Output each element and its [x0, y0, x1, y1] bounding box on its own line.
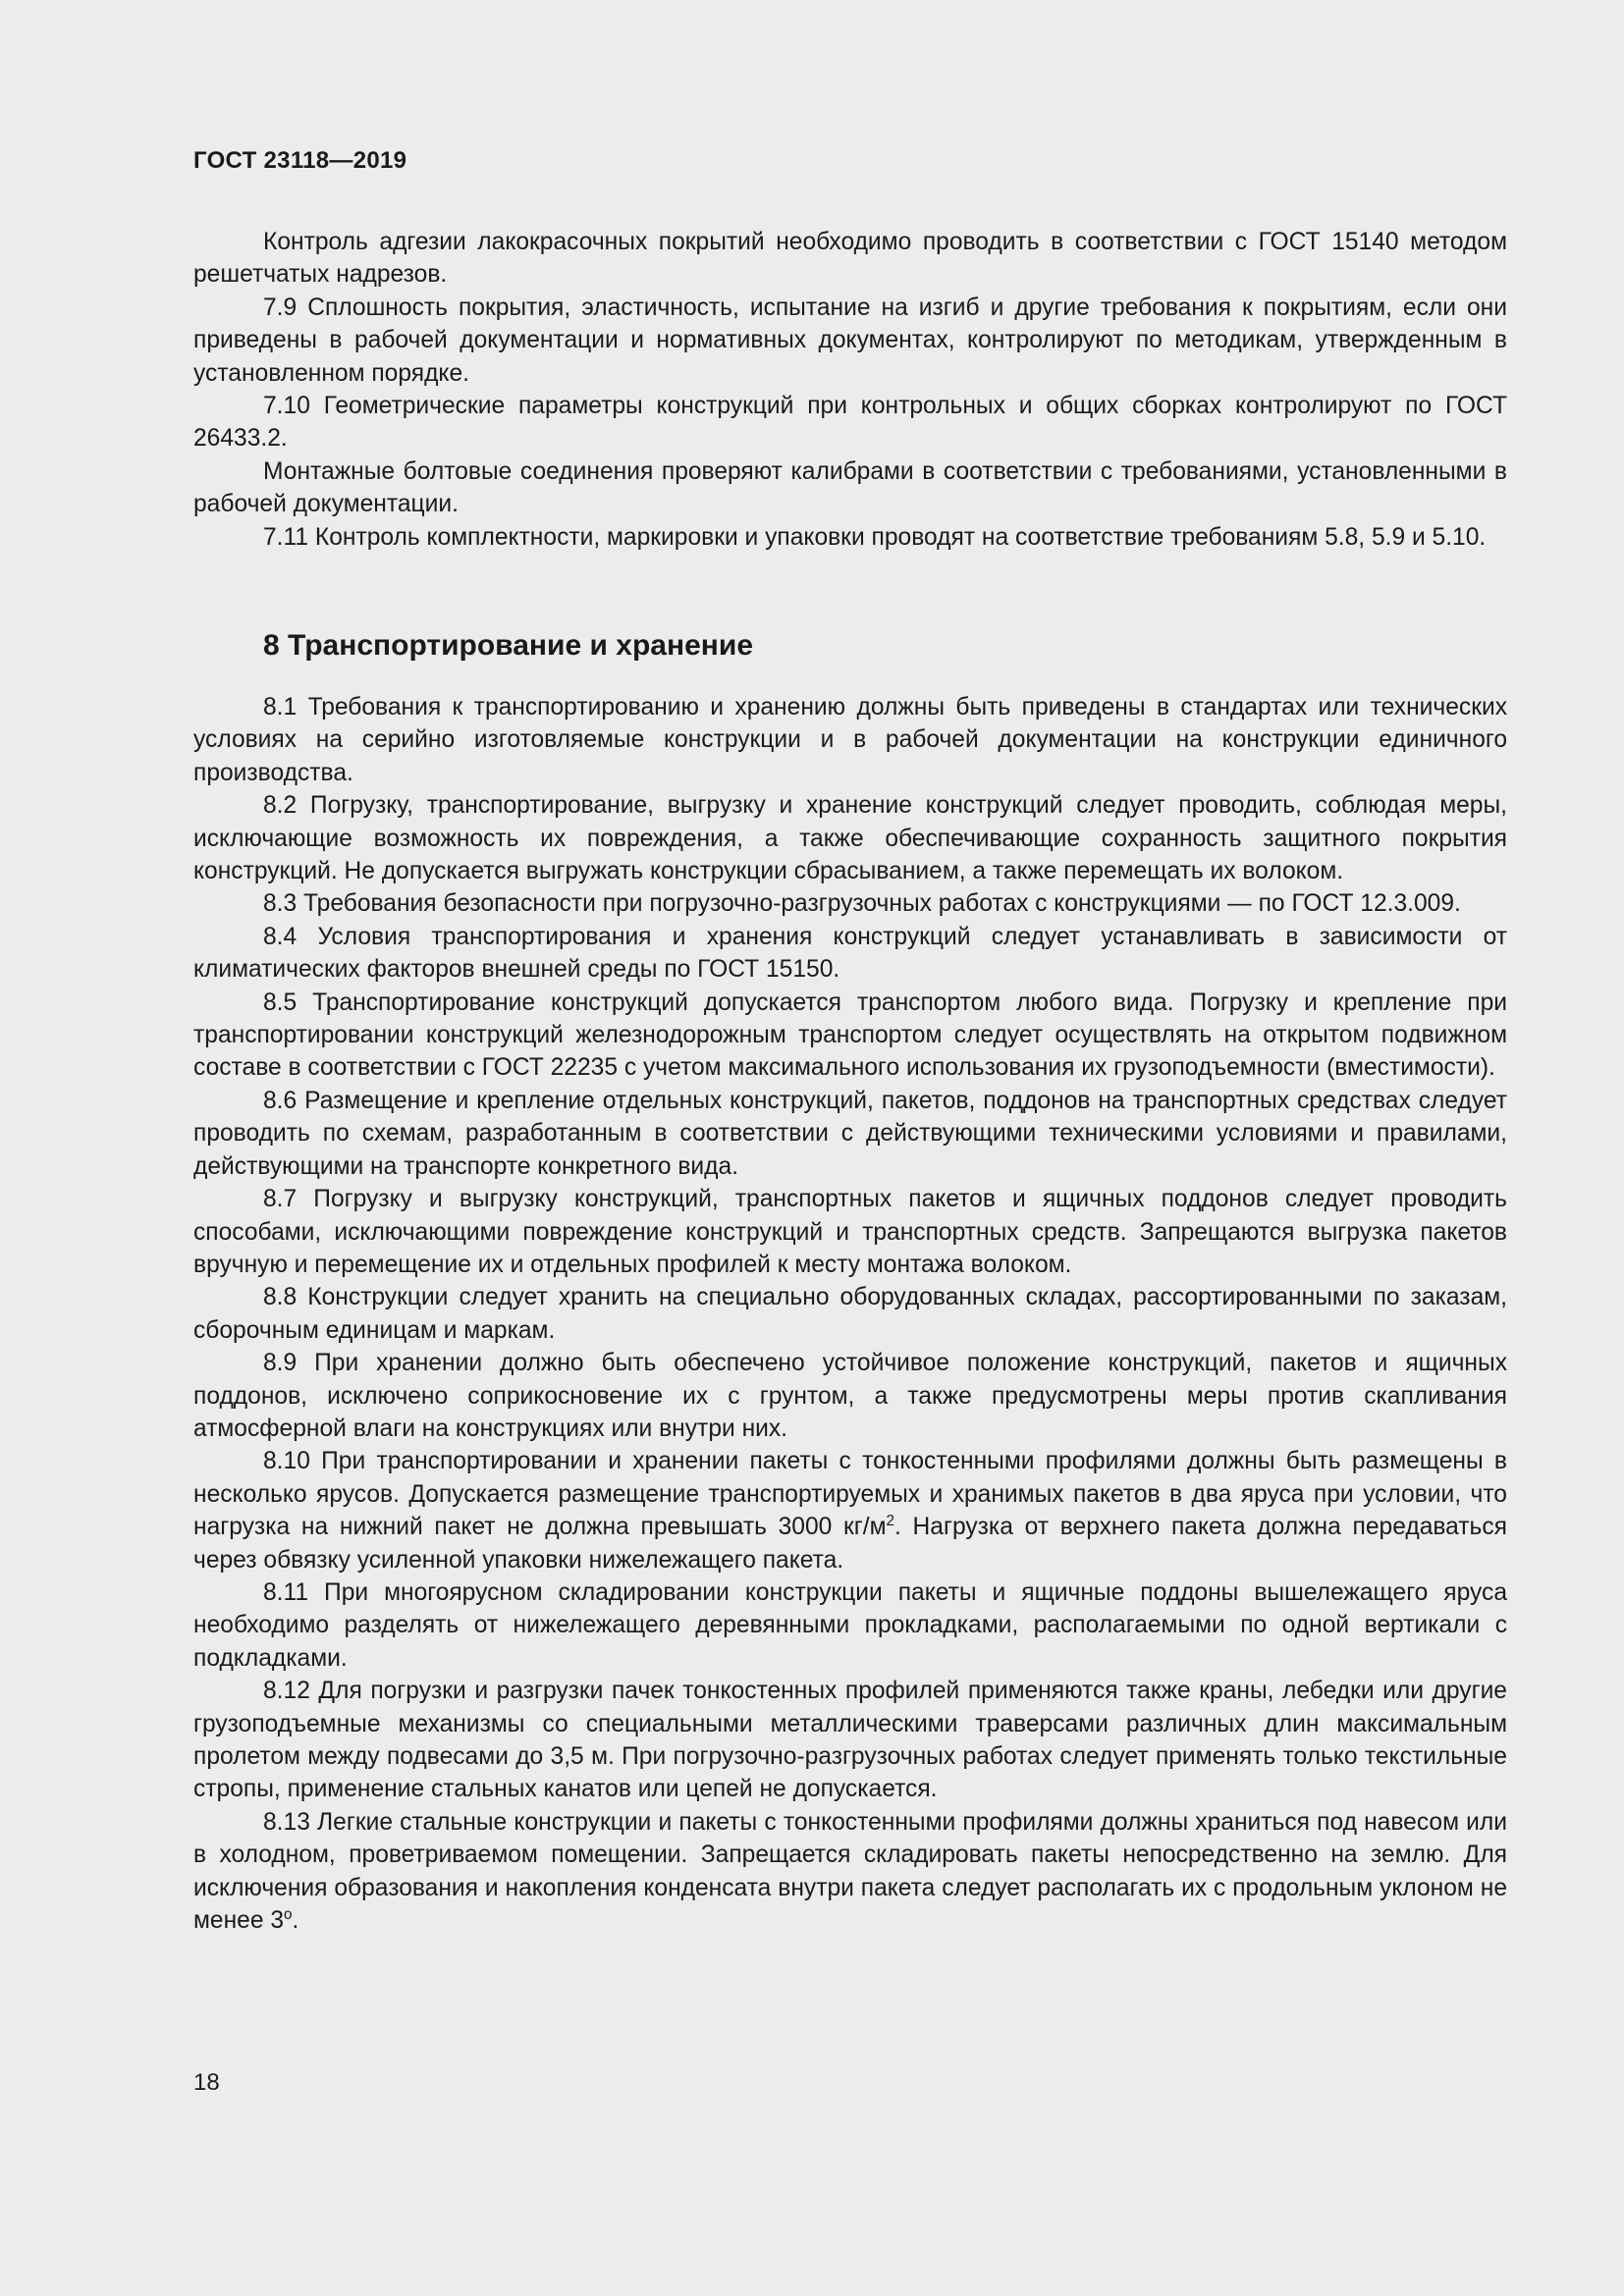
paragraph-text: 8.10 При транспортировании и хранении пакеты с тонкостенными профилями должны быть размещены в несколько ярусов. Допускается размещение транспортируемых и хранимых пакетов в два яруса при условии, что нагрузка на нижний пакет не должна превышать 3000 кг/м — [193, 1448, 1507, 1541]
paragraph: 8.4 Условия транспортирования и хранения конструкций следует устанавливать в зависимости от климатических факторов внешней среды по ГОСТ 15150. — [193, 923, 1507, 984]
paragraph-text: 8.13 Легкие стальные конструкции и пакеты с тонкостенными профилями должны храниться под навесом или в холодном, проветриваемом помещении. Запрещается складировать пакеты непосредственно на землю. Для исключения образования и накопления конденсата внутри пакета следует располагать их с продольным уклоном не менее 3 — [193, 1808, 1507, 1935]
section-8-body — [193, 691, 1507, 1937]
paragraph: Монтажные болтовые соединения проверяют калибрами в соответствии с требованиями, установленными в рабочей документации. — [193, 457, 1507, 518]
paragraph-text: . — [292, 1907, 299, 1935]
document-code-header: ГОСТ 23118—2019 — [193, 147, 407, 174]
paragraph-text: . Нагрузка от верхнего пакета должна передаваться через обвязку усиленной упаковки нижележащего пакета. — [193, 1514, 1507, 1574]
paragraph: 7.11 Контроль комплектности, маркировки и упаковки проводят на соответствие требованиям 5.8, 5.9 и 5.10. — [263, 523, 1487, 551]
paragraph: 8.6 Размещение и крепление отдельных конструкций, пакетов, поддонов на транспортных средствах следует проводить по схемам, разработанным в соответствии с действующими техническими условиями и правилами, действующими на транспорте конкретного вида. — [193, 1087, 1507, 1180]
section-7-body — [193, 226, 1507, 554]
paragraph: 7.10 Геометрические параметры конструкций при контрольных и общих сборках контролируют по ГОСТ 26433.2. — [193, 393, 1507, 453]
page-number: 18 — [193, 2069, 220, 2096]
paragraph: 7.9 Сплошность покрытия, эластичность, испытание на изгиб и другие требования к покрытиям, если они приведены в рабочей документации и нормативных документах, контролируют по методикам, утвержденным в установленном порядке. — [193, 294, 1507, 387]
section-heading: 8 Транспортирование и хранение — [263, 629, 754, 662]
paragraph: Контроль адгезии лакокрасочных покрытий необходимо проводить в соответствии с ГОСТ 15140 методом решетчатых надрезов. — [193, 229, 1507, 289]
paragraph: 8.1 Требования к транспортированию и хранению должны быть приведены в стандартах или технических условиях на серийно изготовляемые конструкции и в рабочей документации на конструкции единичного производства. — [193, 694, 1507, 786]
superscript: о — [284, 1905, 293, 1923]
paragraph-8-13 — [193, 1806, 1507, 1938]
paragraph: 8.8 Конструкции следует хранить на специально оборудованных складах, рассортированными по заказам, сборочным единицам и маркам. — [193, 1284, 1507, 1344]
paragraph: 8.2 Погрузку, транспортирование, выгрузку и хранение конструкций следует проводить, соблюдая меры, исключающие возможность их повреждения, а также обеспечивающие сохранность защитного покрытия конструкций. Не допускается выгружать конструкции сбрасыванием, а также перемещать их волоком. — [193, 792, 1507, 885]
paragraph: 8.7 Погрузку и выгрузку конструкций, транспортных пакетов и ящичных поддонов следует проводить способами, исключающими повреждение конструкций и транспортных средств. Запрещаются выгрузка пакетов вручную и перемещение их и отдельных профилей к месту монтажа волоком. — [193, 1186, 1507, 1278]
paragraph: 8.12 Для погрузки и разгрузки пачек тонкостенных профилей применяются также краны, лебедки или другие грузоподъемные механизмы со специальными металлическими траверсами различных длин максимальным пролетом между подвесами до 3,5 м. При погрузочно-разгрузочных работах следует применять только текстильные стропы, применение стальных канатов или цепей не допускается. — [193, 1678, 1507, 1803]
paragraph: 8.5 Транспортирование конструкций допускается транспортом любого вида. Погрузку и крепление при транспортировании конструкций железнодорожным транспортом следует осуществлять на открытом подвижном составе в соответствии с ГОСТ 22235 с учетом максимального использования их грузоподъемности (вместимости). — [193, 988, 1507, 1082]
superscript: 2 — [886, 1512, 894, 1529]
paragraph-8-10 — [193, 1445, 1507, 1576]
paragraph: 8.11 При многоярусном складировании конструкции пакеты и ящичные поддоны вышележащего яруса необходимо разделять от нижележащего деревянными прокладками, располагаемыми по одной вертикали с подкладками. — [193, 1578, 1507, 1672]
paragraph: 8.9 При хранении должно быть обеспечено устойчивое положение конструкций, пакетов и ящичных поддонов, исключено соприкосновение их с грунтом, а также предусмотрены меры против скапливания атмосферной влаги на конструкциях или внутри них. — [193, 1350, 1507, 1442]
paragraph: 8.3 Требования безопасности при погрузочно-разгрузочных работах с конструкциями — по ГОСТ 12.3.009. — [263, 890, 1461, 918]
